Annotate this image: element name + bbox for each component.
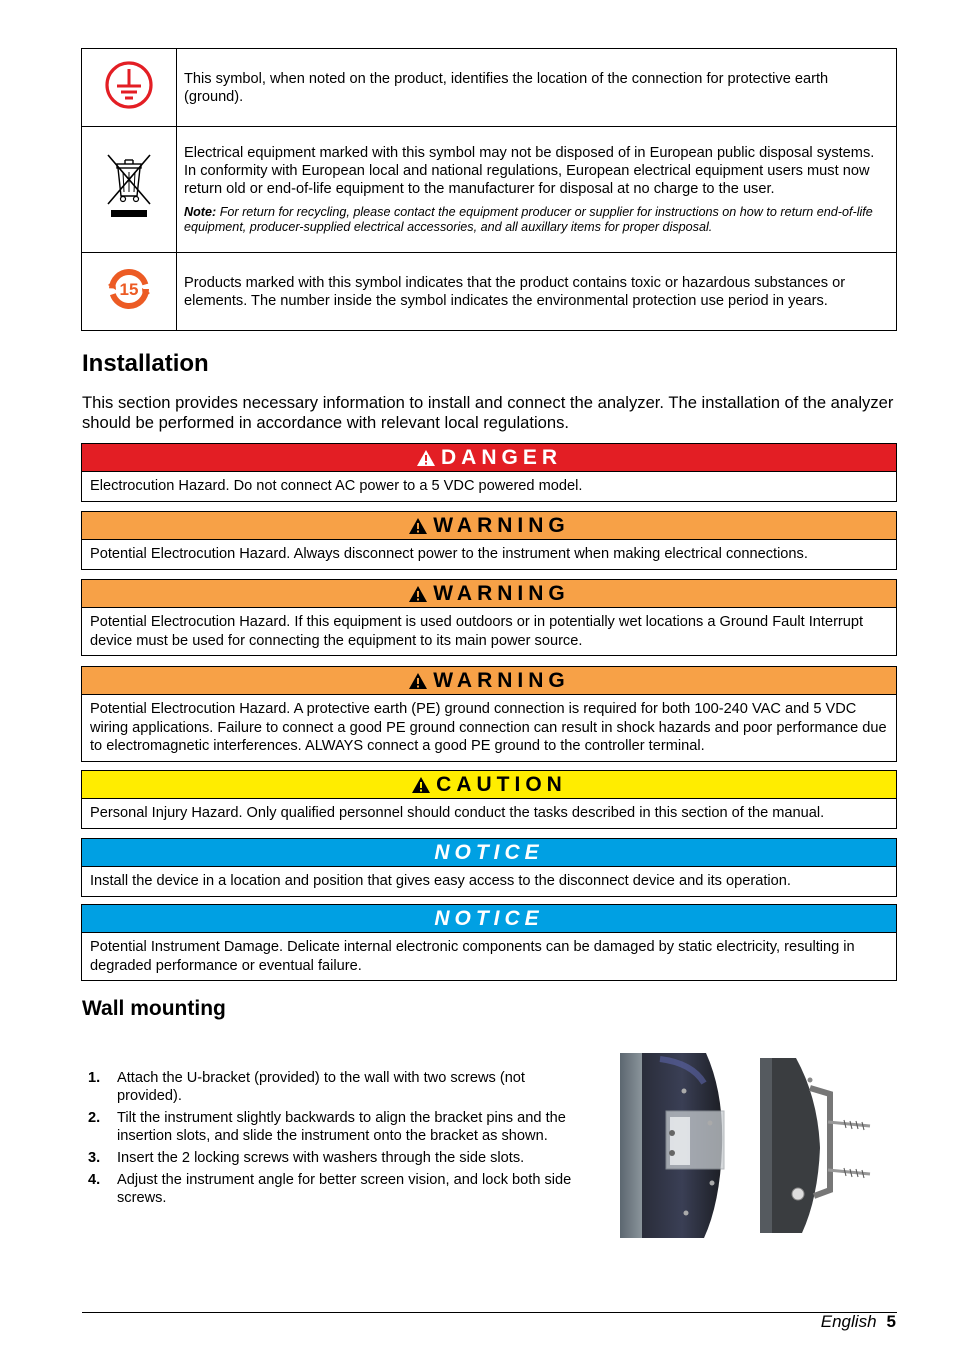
symbol-description: Products marked with this symbol indicates that the product contains toxic or hazardous substances or elements. The number inside the symbol indicates the environmental protection use period in years. [177, 253, 897, 331]
footer-language: English [820, 1312, 877, 1331]
alert-text: Personal Injury Hazard. Only qualified personnel should conduct the tasks described in this section of the manual. [90, 805, 825, 821]
alert-text: Potential Electrocution Hazard. If this equipment is used outdoors or in potentially wet locations a Ground Fault Interrupt device must be used for connecting the equipment to its main power source. [90, 614, 864, 649]
notice-alert [81, 904, 897, 981]
symbol-row [82, 253, 897, 331]
alert-label: DANGER [440, 445, 562, 469]
list-item [82, 1149, 587, 1167]
section-intro: This section provides necessary information to install and connect the analyzer. The installation of the analyzer should be performed in accordance with relevant local regulations. [82, 393, 894, 432]
wall-mount-front-illustration [620, 1053, 730, 1238]
warning-alert [81, 511, 897, 570]
warning-triangle-icon [416, 449, 436, 467]
epup-15-icon [103, 263, 155, 315]
warning-alert [81, 666, 897, 762]
alert-header [82, 444, 896, 472]
step-text: Insert the 2 locking screws with washers through the side slots. [117, 1150, 525, 1166]
step-number: 4. [88, 1172, 101, 1188]
alert-text: Electrocution Hazard. Do not connect AC power to a 5 VDC powered model. [90, 478, 583, 494]
step-text: Adjust the instrument angle for better screen vision, and lock both side screws. [117, 1172, 572, 1206]
symbol-icon-cell [82, 127, 177, 253]
mounting-steps [82, 1069, 587, 1211]
step-number: 1. [88, 1070, 101, 1086]
note-label: Note: [184, 205, 217, 219]
weee-text: Electrical equipment marked with this symbol may not be disposed of in European public disposal systems. In conformity with European local and national regulations, European electrical equipment users must now return old or end-of-life equipment to the manufacturer for disposal at no charge to the user. [184, 145, 875, 197]
symbol-icon-cell [82, 253, 177, 331]
alert-text: Potential Electrocution Hazard. Always disconnect power to the instrument when making electrical connections. [90, 546, 808, 562]
symbol-icon-cell [82, 49, 177, 127]
warning-triangle-icon [408, 517, 428, 535]
notice-alert [81, 838, 897, 897]
alert-header [82, 512, 896, 540]
list-item [82, 1171, 587, 1207]
symbol-row [82, 49, 897, 127]
alert-header [82, 905, 896, 933]
alert-label: NOTICE [434, 906, 544, 930]
weee-crossed-bin-icon [103, 152, 155, 222]
note-text: For return for recycling, please contact the equipment producer or supplier for instructions on how to return end-of-life equipment, producer-supplied electrical accessories, and all auxillary items for proper disposal. [184, 205, 873, 234]
alert-text: Potential Electrocution Hazard. A protective earth (PE) ground connection is required for both 100-240 VAC and 5 VDC wiring applications. Failure to connect a good PE ground connection can result in shock hazards and poor performance due to electromagnetic interferences. ALWAYS connect a good PE ground to the controller terminal. [90, 701, 887, 754]
step-number: 3. [88, 1150, 101, 1166]
alert-label: CAUTION [436, 772, 567, 796]
caution-alert [81, 770, 897, 829]
epup-number: 15 [119, 280, 139, 299]
section-title: Installation [82, 350, 209, 377]
alert-label: WARNING [433, 513, 570, 537]
footer-rule [82, 1312, 897, 1313]
alert-label: WARNING [433, 668, 570, 692]
list-item [82, 1069, 587, 1105]
alert-header [82, 839, 896, 867]
subsection-title: Wall mounting [82, 997, 226, 1020]
list-item [82, 1109, 587, 1145]
alert-label: NOTICE [434, 840, 544, 864]
page-footer [821, 1312, 896, 1332]
warning-triangle-icon [411, 776, 431, 794]
warning-triangle-icon [408, 672, 428, 690]
symbol-table [81, 48, 897, 331]
alert-header [82, 580, 896, 608]
alert-header [82, 667, 896, 695]
step-text: Attach the U-bracket (provided) to the wall with two screws (not provided). [117, 1070, 525, 1104]
warning-alert [81, 579, 897, 656]
step-number: 2. [88, 1110, 101, 1126]
alert-header [82, 771, 896, 799]
wall-mount-side-illustration [758, 1058, 873, 1233]
step-text: Tilt the instrument slightly backwards to align the bracket pins and the insertion slots, and slide the instrument onto the bracket as shown. [117, 1110, 566, 1144]
symbol-row [82, 127, 897, 253]
danger-alert [81, 443, 897, 502]
weee-note [184, 205, 890, 235]
alert-text: Potential Instrument Damage. Delicate internal electronic components can be damaged by static electricity, resulting in degraded performance or eventual failure. [90, 939, 855, 974]
warning-triangle-icon [408, 585, 428, 603]
alert-text: Install the device in a location and position that gives easy access to the disconnect device and its operation. [90, 873, 791, 889]
symbol-description [177, 127, 897, 253]
page-number: 5 [886, 1312, 896, 1331]
alert-label: WARNING [433, 581, 570, 605]
protective-earth-icon [103, 59, 155, 111]
symbol-description: This symbol, when noted on the product, identifies the location of the connection for protective earth (ground). [177, 49, 897, 127]
